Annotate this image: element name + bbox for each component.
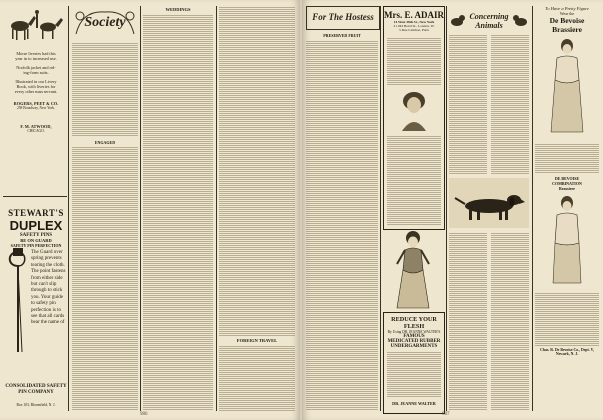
adair-address-2: 21 Old Bond St., London, W. — [393, 24, 435, 28]
animals-header — [449, 6, 529, 32]
society-header — [72, 6, 138, 38]
reduce-subtitle: By Using DR. JEANNE WALTER'S — [387, 330, 441, 334]
brassiere-mid-2: COMBINATION — [552, 181, 582, 186]
right-page-number: 987 — [442, 412, 450, 417]
reduce-famous: FAMOUS — [403, 334, 425, 339]
society-text-2 — [72, 146, 138, 411]
brassiere-brand: De Bevoise — [549, 16, 585, 25]
brassiere-figure-1 — [535, 36, 599, 136]
left-page — [0, 0, 300, 420]
brassiere-figure-2 — [535, 193, 599, 285]
brassiere-top: To Have a Pretty Figure — [545, 6, 589, 11]
duplex-address: Box 103, Bloomfield, N. J. — [16, 403, 56, 407]
livery-firm: ROGERS, PEET & CO. — [13, 100, 59, 106]
animals-text-4 — [491, 232, 529, 411]
brassiere-address: Newark, N. J. — [555, 352, 579, 356]
corset-woman-illustration — [383, 230, 443, 310]
weddings-heading: WEDDINGS — [165, 7, 191, 12]
reduce-flesh-ad — [383, 312, 445, 414]
hostess-text — [306, 40, 378, 411]
hostess-title: For The Hostess — [312, 12, 374, 22]
brassiere-ad — [535, 6, 599, 412]
livery-agent: F. M. ATWOOD, — [20, 123, 52, 129]
duplex-company: CONSOLIDATED SAFETY PIN COMPANY — [5, 384, 67, 395]
engaged-heading: ENGAGED — [94, 140, 116, 145]
livery-agent-city: CHICAGO. — [27, 129, 45, 134]
adair-ad — [383, 6, 445, 230]
livery-line-4: ing-form suits. — [23, 70, 49, 76]
right-page — [302, 0, 603, 420]
reduce-title: REDUCE YOUR FLESH — [391, 316, 437, 330]
brassiere-mid-3: Brassiere — [559, 186, 575, 191]
livery-firm-address: 258 Broadway, New York. — [16, 106, 56, 111]
brassiere-mid-name: DE BEVOISE — [554, 176, 580, 181]
livery-line-3: Norfolk jacket and rid- — [16, 64, 56, 70]
foreign-travel-heading: FOREIGN TRAVEL — [236, 338, 278, 343]
reduce-doctor: DR. JEANNE WALTER — [392, 401, 436, 406]
duplex-line-2: BE ON GUARD — [20, 238, 52, 243]
foreign-travel-text — [219, 345, 295, 411]
brassiere-wear: Wear the — [559, 11, 575, 16]
duplex-line-1: SAFETY PINS — [19, 233, 53, 238]
duplex-ad — [5, 208, 67, 413]
adair-address-1: 14 West 38th St., New York — [393, 20, 435, 24]
dachshund-photo — [449, 178, 529, 228]
reduce-undergarments: UNDERGARMENTS — [390, 344, 438, 349]
livery-line-2: year in to increased use. — [15, 56, 57, 62]
duplex-line-3: SAFETY PIN PERFECTION — [10, 243, 62, 248]
society-title: Society — [84, 15, 126, 30]
livery-ad — [6, 6, 66, 196]
adair-name: Mrs. E. ADAIR — [384, 10, 444, 20]
animals-text-3 — [449, 232, 487, 411]
weddings-text — [143, 14, 213, 411]
adair-portrait — [399, 87, 429, 131]
adair-address-3: 5 Rue Cambon, Paris — [399, 28, 429, 32]
reduce-medicated: MEDICATED RUBBER — [387, 339, 441, 344]
livery-line-6: Book, with liveries for — [16, 84, 56, 90]
hostess-header — [306, 6, 380, 30]
left-page-number: 986 — [140, 412, 148, 417]
duplex-brand: STEWART'S — [8, 208, 64, 218]
animals-text-1 — [449, 34, 487, 174]
safety-pin-icon — [5, 248, 31, 358]
livery-line-1: Morse liveries had this — [16, 51, 56, 56]
society-text-1 — [72, 42, 138, 137]
horses-illustration — [6, 6, 66, 44]
brassiere-name: Brassiere — [552, 25, 582, 34]
livery-line-7: every other man servant. — [14, 89, 58, 95]
duplex-name: DUPLEX — [9, 218, 63, 233]
society-text-3 — [219, 6, 295, 336]
animals-title: Concerning Animals — [469, 12, 509, 30]
duplex-body: The Guard over spring prevents tearing the cloth. The point fastens from either side but can't slip through to stick you. Your guide to safety pin perfection is to see that all cards bear the name of — [31, 250, 66, 326]
livery-line-5: Illustrated in our Livery — [15, 78, 57, 84]
preserved-fruit-heading: PRESERVED FRUIT — [323, 33, 361, 38]
brassiere-company: Chas. R. De Bevoise Co., Dept. V, — [540, 348, 594, 352]
animals-text-2 — [491, 34, 529, 174]
